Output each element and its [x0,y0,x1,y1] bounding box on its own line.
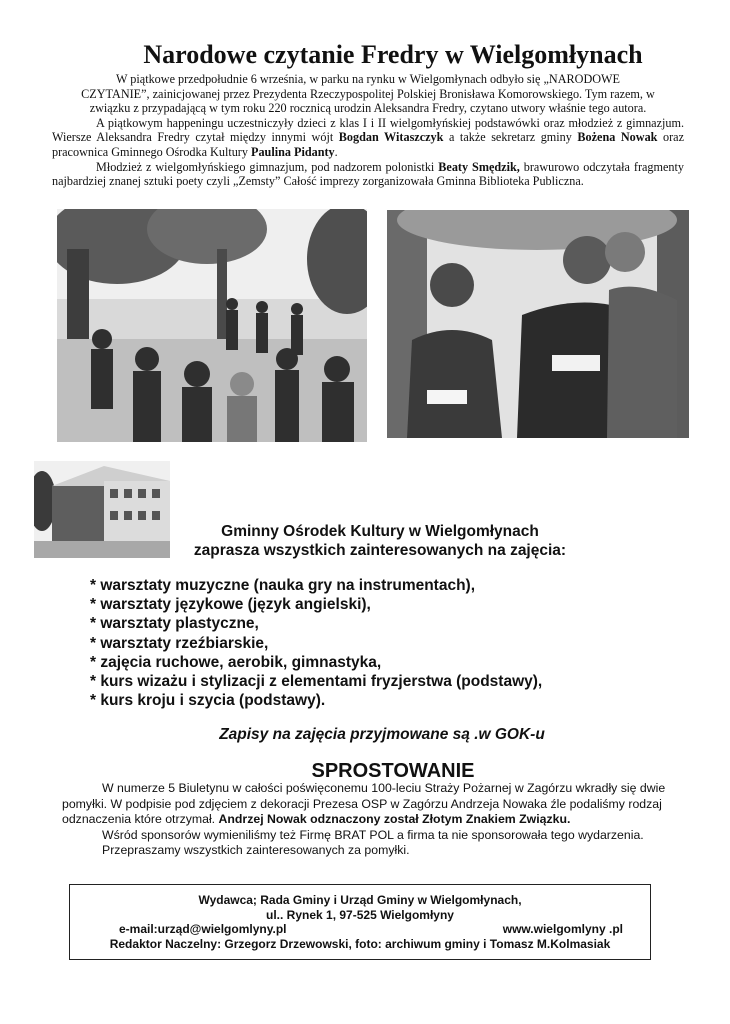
correction-paragraph-2: Wśród sponsorów wymieniliśmy też Firmę BRAT POL a firma ta nie sponsorowała tego wydarzenia. [102,827,644,842]
publisher-box [69,884,651,960]
intro-line-3: związku z przypadającą w tym roku 220 rocznicą urodzin Aleksandra Fredry, czytano utwory właśnie tego autora. [89,101,647,116]
list-item: * warsztaty muzyczne (nauka gry na instrumentach), [90,577,476,594]
article-paragraph-2: A piątkowym happeningu uczestniczyły dzieci z klas I i II wielgomłyńskiej podstawówki oraz młodzież z gimnazjum. Wiersze Aleksandra Fredry czytał między innymi wójt Bogdan Witaszczyk a także sekretarz gminy Bożena Nowak oraz pracownica Gminnego Ośrodka Kultury Paulina Pidanty. [52,115,684,159]
workshops-list [90,576,650,710]
correction-body [62,781,694,859]
article-body [52,72,684,189]
article-paragraph-3: Młodzież z wielgomłyńskiego gimnazjum, pod nadzorem polonistki Beaty Smędzik, brawurowo odczytała fragmenty najbardziej znanej sztuki poety czyli „Zemsty” Całość imprezy zorganizowała Gminna Biblioteka Publiczna. [52,159,684,189]
contact-line [70,922,650,937]
correction-paragraph-3: Przepraszamy wszystkich zainteresowanych za pomyłki. [102,843,410,858]
park-reading-photo [57,209,367,442]
publisher-line: Wydawca; Rada Gminy i Urząd Gminy w Wielgomłynach, [198,893,522,907]
list-item: * warsztaty plastyczne, [90,615,259,633]
editor-line: Redaktor Naczelny: Grzegorz Drzewowski, foto: archiwum gminy i Tomasz M.Kolmasiak [109,936,611,951]
students-reading-photo [387,210,689,438]
list-item: * zajęcia ruchowe, aerobik, gimnastyka, [90,653,382,671]
address-line: ul.. Rynek 1, 97-525 Wielgomłyny [266,907,454,922]
gok-heading-line-1: Gminny Ośrodek Kultury w Wielgomłynach [221,523,539,540]
list-item: * warsztaty rzeźbiarskie, [90,634,269,652]
gok-heading-line-2: zaprasza wszystkich zainteresowanych na zajęcia: [193,542,567,559]
intro-line-1: W piątkowe przedpołudnie 6 września, w parku na rynku w Wielgomłynach odbyło się „NARODOWE [115,72,621,86]
website-link[interactable]: www.wielgomlyny .pl [502,922,623,936]
email-link[interactable]: e-mail:urząd@wielgomlyny.pl [119,922,287,936]
correction-title: SPROSTOWANIE [311,760,475,782]
intro-line-2: CZYTANIE”, zainicjowanej przez Prezydenta Rzeczypospolitej Polskiej Bronisława Komorowskiego. Tym razem, w [81,86,655,101]
correction-paragraph-1: W numerze 5 Biuletynu w całości poświęconemu 100-leciu Straży Pożarnej w Zagórzu wkradły się dwie pomyłki. W podpisie pod zdjęciem z dekoracji Prezesa OSP w Zagórzu Andrzeja Nowaka źle podaliśmy rodzaj odznaczenia które otrzymał. Andrzej Nowak odznaczony został Złotym Znakiem Związku. [62,781,666,827]
gok-heading [150,522,610,560]
list-item: * kurs wizażu i stylizacji z elementami fryzjerstwa (podstawy), [90,673,543,691]
page-title: Narodowe czytanie Fredry w Wielgomłynach [143,40,643,69]
list-item: * warsztaty językowe (język angielski), [90,596,371,614]
registration-note: Zapisy na zajęcia przyjmowane są .w GOK-u [219,726,545,743]
list-item: * kurs kroju i szycia (podstawy). [90,692,326,710]
